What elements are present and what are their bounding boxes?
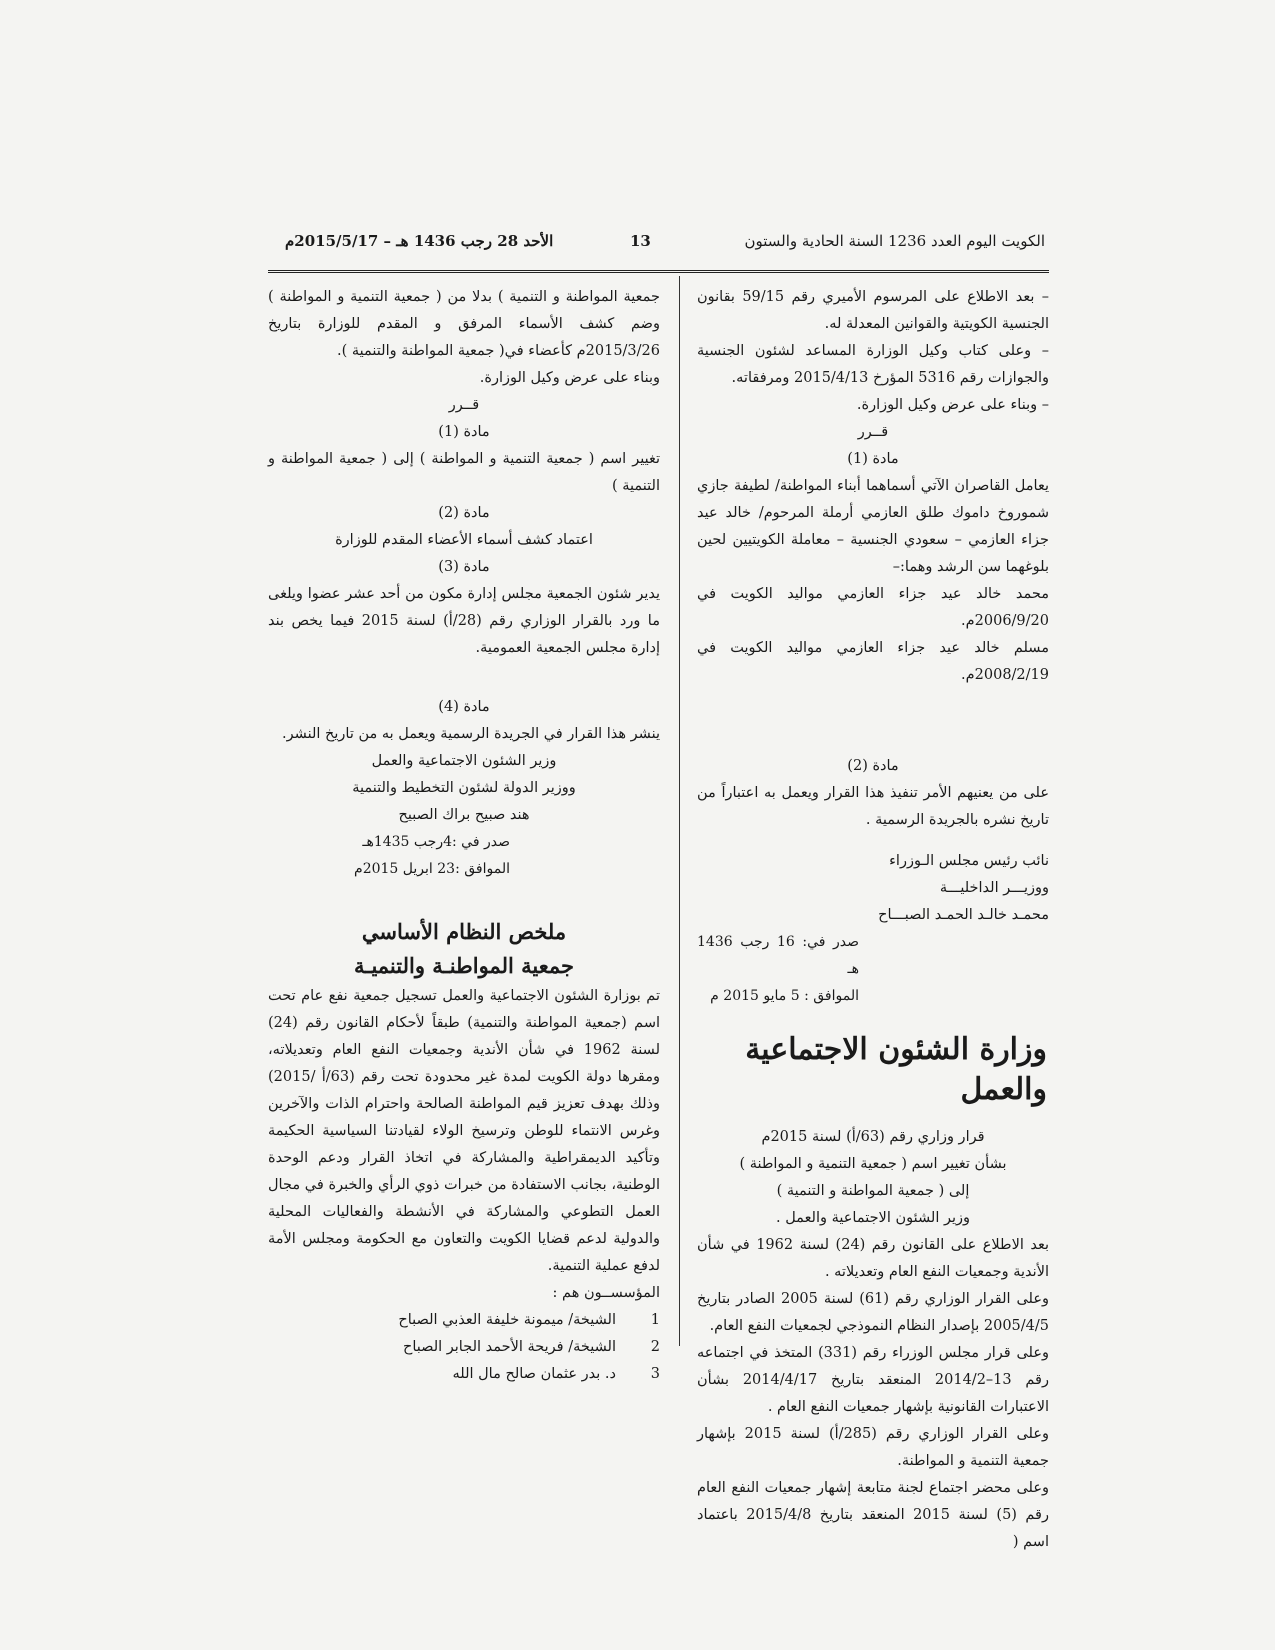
header-date: الأحد 28 رجب 1436 هـ – 2015/5/17م	[285, 232, 554, 250]
preamble-line: – وعلى كتاب وكيل الوزارة المساعد لشئون الجنسية والجوازات رقم 5316 المؤرخ 2015/4/13 ومرفقاته.	[697, 343, 1049, 386]
right-column	[697, 284, 1049, 1556]
issued-date: صدر في :4رجب 1435هـ	[362, 834, 510, 850]
article-title: مادة (1)	[847, 451, 899, 467]
decision-subject: إلى ( جمعية المواطنة و التنمية )	[776, 1183, 970, 1199]
ministry-title: وزارة الشئون الاجتماعية والعمل	[745, 1032, 1047, 1107]
article-text: يدير شئون الجمعية مجلس إدارة مكون من أحد عشر عضوا ويلغى ما ورد بالقرار الوزاري رقم (28/أ) لسنة 2015 فيما يخص بند إدارة مجلس الجمعية العمومية.	[268, 586, 660, 656]
issued-date: صدر في: 16 رجب 1436 هـ	[697, 934, 859, 977]
summary-subtitle: جمعية المواطنـة والتنميـة	[354, 953, 574, 978]
page-number: 13	[630, 232, 651, 250]
founder-name: الشيخة/ ميمونة خليفة العذبي الصباح	[398, 1312, 616, 1328]
article-text: تغيير اسم ( جمعية التنمية و المواطنة ) إلى ( جمعية المواطنة و التنمية )	[268, 451, 660, 494]
signature-name: محمـد خالـد الحمـد الصبـــاح	[878, 907, 1049, 923]
child-entry: مسلم خالد عيد جزاء العازمي مواليد الكويت في 2008/2/19م.	[697, 640, 1049, 683]
decided-heading: قــرر	[857, 424, 889, 440]
column-separator	[679, 276, 680, 1346]
signature-title: ووزير الدولة لشئون التخطيط والتنمية	[352, 780, 576, 796]
header-issue-info: الكويت اليوم العدد 1236 السنة الحادية والستون	[744, 232, 1045, 250]
decision-subject: بشأن تغيير اسم ( جمعية التنمية و المواطنة )	[739, 1156, 1007, 1172]
article-title: مادة (4)	[438, 699, 490, 715]
list-item	[268, 1361, 660, 1388]
article-title: مادة (2)	[438, 505, 490, 521]
summary-text: تم بوزارة الشئون الاجتماعية والعمل تسجيل جمعية نفع عام تحت اسم (جمعية المواطنة والتنمية) طبقاً لأحكام القانون رقم (24) لسنة 1962 في شأن الأندية وجمعيات النفع العام وتعديلاته، ومقرها دولة الكويت لمدة غير محدودة تحت رقم (63/أ /2015) وذلك بهدف تعزيز قيم المواطنة الصالحة واحترام الذات والآخرين وغرس الانتماء للوطن وترسيخ الولاء لقيادتنا السياسية الحكيمة وتأكيد الديمقراطية والمشاركة في اتخاذ القرار ودعم الوحدة الوطنية، بجانب الاستفادة من خبرات ذوي الرأي والخبرة في مجال العمل التطوعي والمشاركة في الأنشطة والفعاليات المحلية والدولية لدعم قضايا الكويت والتعاون مع الحكومة ومجلس الأمة لدفع عملية التنمية.	[268, 988, 660, 1274]
preamble-line: – بعد الاطلاع على المرسوم الأميري رقم 59/15 بقانون الجنسية الكويتية والقوانين المعدلة له.	[697, 289, 1049, 332]
preamble-line: بعد الاطلاع على القانون رقم (24) لسنة 1962 في شأن الأندية وجمعيات النفع العام وتعديلاته .	[697, 1237, 1049, 1280]
list-item	[268, 1334, 660, 1361]
founder-number: 2	[650, 1339, 660, 1355]
page-header	[285, 228, 1045, 258]
list-item	[268, 1307, 660, 1334]
article-title: مادة (3)	[438, 559, 490, 575]
founders-label: المؤسســون هم :	[552, 1285, 660, 1301]
summary-title: ملخص النظام الأساسي	[361, 919, 567, 944]
left-column	[268, 284, 660, 1388]
preamble-line: وعلى القرار الوزاري رقم (61) لسنة 2005 الصادر بتاريخ 2005/4/5 بإصدار النظام النموذجي لجمعيات النفع العام.	[697, 1291, 1049, 1334]
article-title: مادة (2)	[847, 758, 899, 774]
founder-number: 3	[650, 1366, 660, 1382]
signature-name: هند صبيح براك الصبيح	[398, 807, 530, 823]
founder-name: د. بدر عثمان صالح مال الله	[452, 1366, 616, 1382]
header-rule	[268, 270, 1049, 273]
preamble-line: – وبناء على عرض وكيل الوزارة.	[856, 397, 1049, 413]
signature-title: وزير الشئون الاجتماعية والعمل	[371, 753, 557, 769]
preamble-line: وعلى قرار مجلس الوزراء رقم (331) المتخذ في اجتماعه رقم 13–2014/2 المنعقد بتاريخ 2014/4/17 بشأن الاعتبارات القانونية بإشهار جمعيات النفع العام .	[697, 1345, 1049, 1415]
article-text: يعامل القاصران الآتي أسماهما أبناء المواطنة/ لطيفة جازي شموروخ داموك طلق العازمي أرملة المرحوم/ خالد عيد جزاء العازمي – سعودي الجنسية – معاملة الكويتيين لحين بلوغهما سن الرشد وهما:–	[697, 478, 1049, 575]
signature-title: ووزيـــر الداخليـــة	[939, 880, 1049, 896]
founder-number: 1	[650, 1312, 660, 1328]
article-text: اعتماد كشف أسماء الأعضاء المقدم للوزارة	[335, 532, 593, 548]
article-title: مادة (1)	[438, 424, 490, 440]
signature-title: نائب رئيس مجلس الـوزراء	[889, 853, 1049, 869]
decision-title: قرار وزاري رقم (63/أ) لسنة 2015م	[761, 1129, 985, 1145]
decided-heading: قــرر	[448, 397, 480, 413]
article-text: على من يعنيهم الأمر تنفيذ هذا القرار ويعمل به اعتباراً من تاريخ نشره بالجريدة الرسمية .	[697, 785, 1049, 828]
preamble-line: وبناء على عرض وكيل الوزارة.	[479, 370, 660, 386]
corresponding-date: الموافق :23 ابريل 2015م	[354, 861, 510, 877]
corresponding-date: الموافق : 5 مايو 2015 م	[710, 988, 859, 1004]
continuation-text: جمعية المواطنة و التنمية ) بدلا من ( جمعية التنمية و المواطنة ) وضم كشف الأسماء المرفق و المقدم للوزارة بتاريخ 2015/3/26م كأعضاء في( جمعية المواطنة والتنمية ).	[268, 289, 660, 359]
minister-line: وزير الشئون الاجتماعية والعمل .	[775, 1210, 971, 1226]
preamble-line: وعلى محضر اجتماع لجنة متابعة إشهار جمعيات النفع العام رقم (5) لسنة 2015 المنعقد بتاريخ 2015/4/8 باعتماد اسم (	[697, 1480, 1049, 1550]
preamble-line: وعلى القرار الوزاري رقم (285/أ) لسنة 2015 بإشهار جمعية التنمية و المواطنة.	[697, 1426, 1049, 1469]
child-entry: محمد خالد عيد جزاء العازمي مواليد الكويت في 2006/9/20م.	[697, 586, 1049, 629]
founder-name: الشيخة/ فريحة الأحمد الجابر الصباح	[402, 1339, 616, 1355]
article-text: ينشر هذا القرار في الجريدة الرسمية ويعمل به من تاريخ النشر.	[282, 726, 660, 742]
founders-list	[268, 1307, 660, 1388]
